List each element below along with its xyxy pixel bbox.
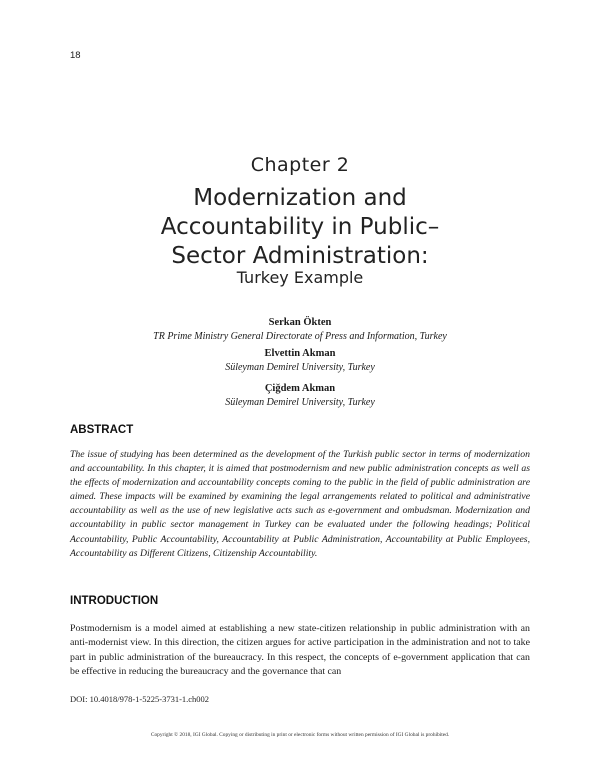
doi: DOI: 10.4018/978-1-5225-3731-1.ch002	[70, 694, 210, 704]
abstract-text: The issue of studying has been determined as the development of the Turkish public sector in terms of modernization and accountability. In this chapter, it is aimed that postmodernism and new public administration concepts as well as the effects of modernization and accountability concepts coming to the public in the field of public administration are aimed. These impacts will be examined by examining the legal arrangements related to political and administrative accountability as well as the use of new legislative acts such as e-government and ombudsman. Modernization and accountability in public sector management in Turkey can be evaluated under the following headings; Political Accountability, Public Accountability, Accountability at Public Administration, Accountability at Public Employees, Accountability as Different Citizens, Citizenship Accountability.	[70, 449, 530, 559]
author-block	[0, 382, 600, 410]
author-affiliation: TR Prime Ministry General Directorate of Press and Information, Turkey	[153, 331, 447, 342]
chapter-title	[60, 184, 540, 271]
title-line: Sector Administration:	[171, 243, 429, 269]
chapter-label: Chapter 2	[250, 154, 350, 176]
introduction-text: Postmodernism is a model aimed at establishing a new state-citizen relationship in public administration with an anti-modernist view. In this direction, the citizen argues for active participation in the administration and not to take part in public administration of the bureaucracy. In this respect, the concepts of e-government application that can be effective in reducing the bureaucracy and the governance that can	[70, 623, 530, 677]
title-line: Modernization and	[193, 185, 407, 211]
chapter-subtitle: Turkey Example	[236, 268, 364, 287]
title-line: Accountability in Public–	[160, 214, 440, 240]
author-affiliation: Süleyman Demirel University, Turkey	[225, 397, 375, 408]
author-affiliation: Süleyman Demirel University, Turkey	[225, 362, 375, 373]
page-number: 18	[70, 50, 81, 61]
author-block	[0, 316, 600, 344]
author-name: Çiğdem Akman	[264, 383, 336, 394]
copyright-notice: Copyright © 2018, IGI Global. Copying or distributing in print or electronic forms without written permission of IGI Global is prohibited.	[150, 732, 450, 738]
abstract-heading: ABSTRACT	[70, 424, 134, 436]
author-name: Elvettin Akman	[264, 348, 336, 359]
introduction-heading: INTRODUCTION	[70, 595, 159, 607]
author-block	[0, 347, 600, 375]
author-name: Serkan Ökten	[268, 317, 332, 328]
